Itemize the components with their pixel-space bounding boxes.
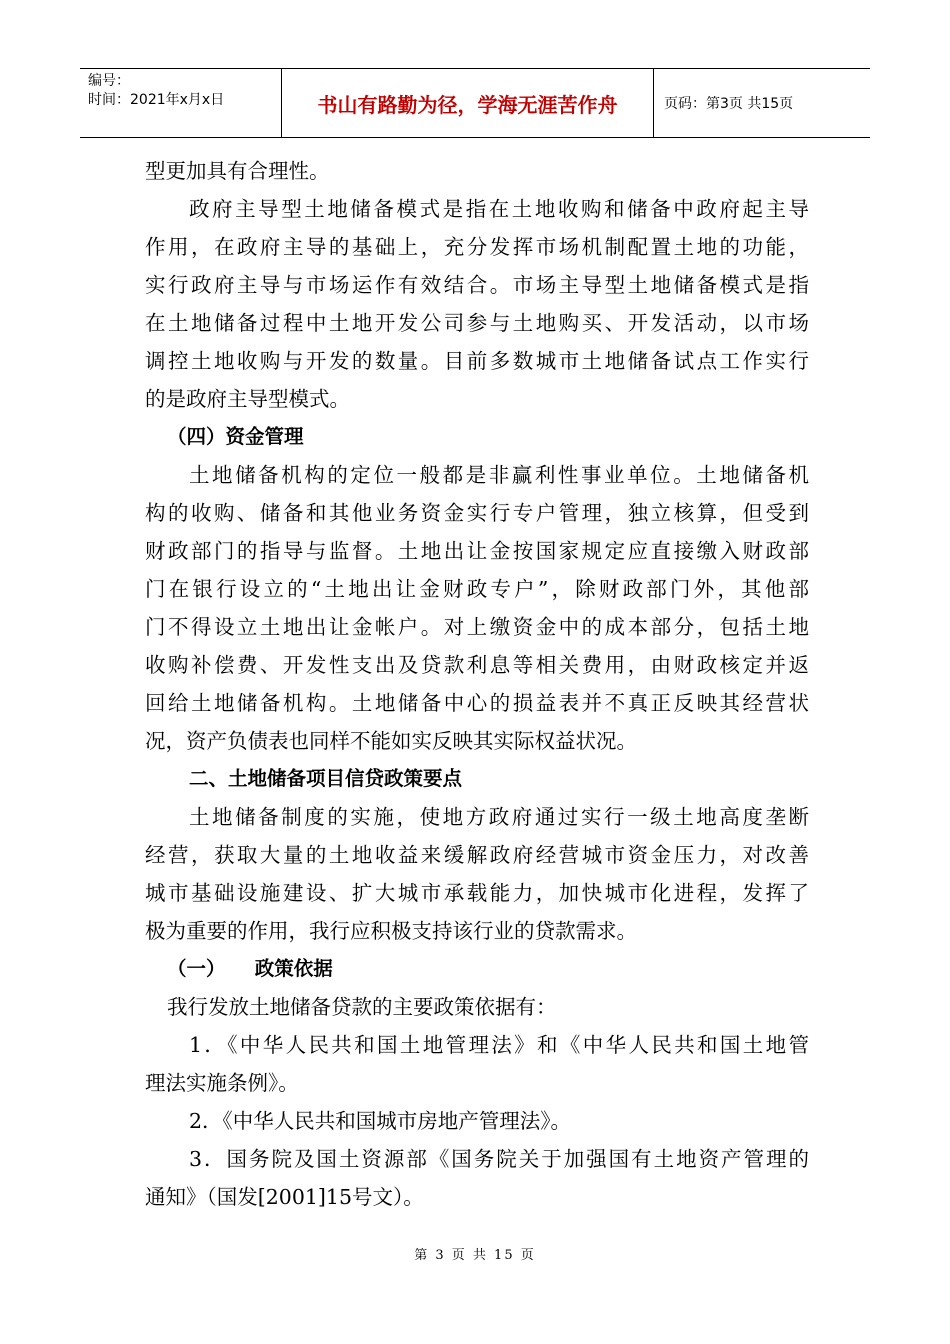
page-footer: 第 3 页 共 15 页 (414, 1248, 536, 1263)
list-item-continuation: 理法实施条例》。 (145, 1071, 299, 1095)
paragraph-line: 调控土地收购与开发的数量。目前多数城市土地储备试点工作实行 (145, 349, 809, 373)
paragraph-line: 政府主导型土地储备模式是指在土地收购和储备中政府起主导 (189, 197, 809, 221)
paragraph-line: 土地储备机构的定位一般都是非赢利性事业单位。土地储备机 (189, 463, 809, 487)
paragraph-line: 极为重要的作用，我行应积极支持该行业的贷款需求。 (145, 919, 637, 943)
list-item: 2．《中华人民共和国城市房地产管理法》。 (189, 1109, 572, 1133)
paragraph-line: 回给土地储备机构。土地储备中心的损益表并不真正反映其经营状 (145, 691, 809, 715)
paragraph-line: 门在银行设立的“土地出让金财政专户”，除财政部门外，其他部 (145, 577, 809, 601)
paragraph-line: 实行政府主导与市场运作有效结合。市场主导型土地储备模式是指 (145, 273, 809, 297)
paragraph-line: 门不得设立土地出让金帐户。对上缴资金中的成本部分，包括土地 (145, 615, 809, 639)
section-heading: 二、土地储备项目信贷政策要点 (189, 767, 463, 790)
header-motto: 书山有路勤为径，学海无涯苦作舟 (282, 69, 654, 137)
paragraph-line: 城市基础设施建设、扩大城市承载能力，加快城市化进程，发挥了 (145, 881, 809, 905)
header-page-info: 页码：第3页 共15页 (664, 96, 794, 112)
list-item: 1．《中华人民共和国土地管理法》和《中华人民共和国土地管 (189, 1033, 809, 1057)
document-date-label: 时间：2021年x月x日 (88, 92, 225, 108)
paragraph-line: 土地储备制度的实施，使地方政府通过实行一级土地高度垄断 (189, 805, 809, 829)
paragraph-line: 经营，获取大量的土地收益来缓解政府经营城市资金压力，对改善 (145, 843, 809, 867)
document-body (145, 152, 809, 1216)
list-item-continuation: 通知》（国发[2001]15号文）。 (145, 1185, 424, 1209)
paragraph-line: 在土地储备过程中土地开发公司参与土地购买、开发活动，以市场 (145, 311, 809, 335)
paragraph-line: 收购补偿费、开发性支出及贷款利息等相关费用，由财政核定并返 (145, 653, 809, 677)
header-meta-cell (80, 69, 282, 137)
paragraph-line: 型更加具有合理性。 (145, 159, 330, 183)
document-number-label: 编号： (88, 73, 130, 89)
paragraph-line: 作用，在政府主导的基础上，充分发挥市场机制配置土地的功能， (145, 235, 809, 259)
page-header (80, 68, 870, 138)
section-heading: （四）资金管理 (167, 425, 304, 448)
paragraph-line: 构的收购、储备和其他业务资金实行专户管理，独立核算，但受到 (145, 501, 809, 525)
paragraph-line: 我行发放土地储备贷款的主要政策依据有： (167, 995, 557, 1019)
list-item: 3．国务院及国土资源部《国务院关于加强国有土地资产管理的 (189, 1147, 809, 1171)
paragraph-line: 财政部门的指导与监督。土地出让金按国家规定应直接缴入财政部 (145, 539, 809, 563)
section-heading: （一） 政策依据 (167, 957, 333, 980)
paragraph-line: 况，资产负债表也同样不能如实反映其实际权益状况。 (145, 729, 637, 753)
paragraph-line: 的是政府主导型模式。 (145, 387, 350, 411)
